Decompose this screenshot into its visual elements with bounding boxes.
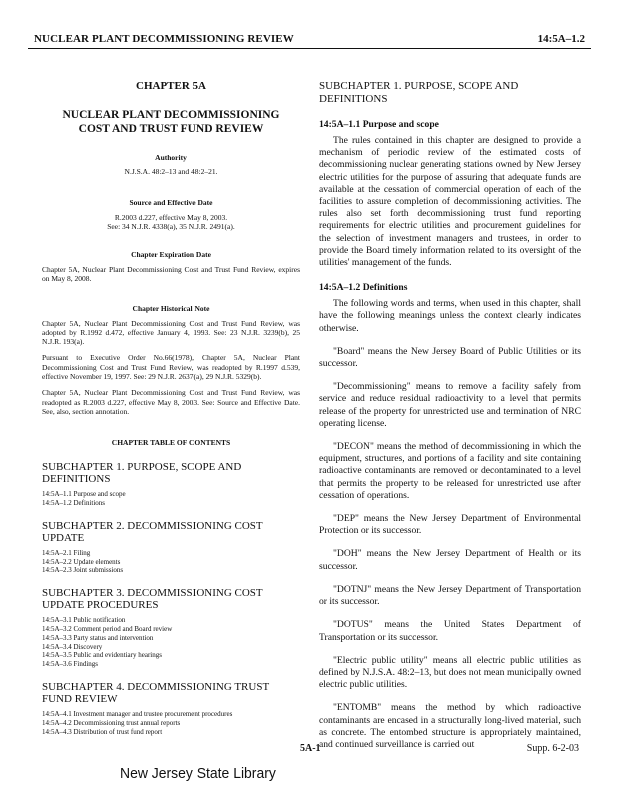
toc-entry[interactable]: 14:5A–1.2 Definitions xyxy=(42,499,105,508)
definition-electric-public-utility: "Electric public utility" means all electric public utilities as defined by N.J.S.A. 48:2–13, but does not mean municipally owned electric public utilities. xyxy=(319,654,581,691)
subchapter-heading: SUBCHAPTER 1. PURPOSE, SCOPE AND DEFINITIONS xyxy=(319,80,519,105)
source-heading: Source and Effective Date xyxy=(129,198,213,207)
definitions-intro: The following words and terms, when used in this chapter, shall have the following meanings unless the context clearly indicates otherwise. xyxy=(319,298,581,334)
toc-entry[interactable]: 14:5A–4.2 Decommissioning trust annual reports xyxy=(42,718,181,727)
toc-subchapter-title: SUBCHAPTER 4. DECOMMISSIONING TRUST FUND REVIEW xyxy=(42,681,269,706)
header-title: NUCLEAR PLANT DECOMMISSIONING REVIEW xyxy=(34,33,294,45)
chapter-title-line-2: COST AND TRUST FUND REVIEW xyxy=(78,123,264,135)
toc-entry[interactable]: 14:5A–2.2 Update elements xyxy=(42,557,121,566)
historical-note-1: Chapter 5A, Nuclear Plant Decommissioning Cost and Trust Fund Review, was adopted by R.1992 d.472, effective January 4, 1993. See: 23 N.J.R. 3239(b), 25 N.J.R. 193(a). xyxy=(42,318,300,347)
authority-text: N.J.S.A. 48:2–13 and 48:2–21. xyxy=(124,167,218,176)
historical-note-2: Pursuant to Executive Order No.66(1978), Chapter 5A, Nuclear Plant Decommissioning Cost and Trust Fund Review, was readopted by R.1997 d.539, effective November 19, 1997. See: 29 N.J.R. 2637(a), 29 N.J.R. 5329(b). xyxy=(42,353,300,382)
expiration-text: Chapter 5A, Nuclear Plant Decommissioning Cost and Trust Fund Review, expires on May 8, 2008. xyxy=(42,265,300,284)
toc-subchapter-3 xyxy=(42,587,300,669)
toc-entry[interactable]: 14:5A–4.1 Investment manager and trustee procurement procedures xyxy=(42,710,233,719)
historical-note-3: Chapter 5A, Nuclear Plant Decommissioning Cost and Trust Fund Review, was readopted as R.2003 d.227, effective May 8, 2003. See: Source and Effective Date. See, also, section annotation. xyxy=(42,388,300,416)
purpose-paragraph: The rules contained in this chapter are designed to provide a mechanism of periodic review of the estimated costs of decommissioning nuclear generating stations owned by New Jersey electric utilities for the purpose of assuring that adequate funds are available at the cessation of commercial operation of each of the facilities to assure completion of decommissioning activities. The rules also set forth decommissioning trust fund reporting requirements for electric utilities and procurement guidelines for the selection of investment managers and trustees, in order to provide the Board timely information related to its oversight of the utilities' management of the funds. xyxy=(319,135,581,269)
toc-entry[interactable]: 14:5A–4.3 Distribution of trust fund report xyxy=(42,727,163,736)
definition-decon: "DECON" means the method of decommissioning in which the equipment, structures, and portions of a facility and site containing radioactive contaminants are removed or decontaminated to a level that permits the property to be released for unrestricted use after cessation of operations. xyxy=(319,441,581,501)
toc-subchapter-2 xyxy=(42,520,300,575)
definition-decommissioning: "Decommissioning" means to remove a facility safely from service and reduce residual radioactivity to a level that permits release of the property for unrestricted use and termination of NRC operating license. xyxy=(319,381,581,429)
definition-entomb: "ENTOMB" means the method by which radioactive contaminants are encased in a structurally long-lived material, such as concrete. The entombed structure is appropriately maintained, and continued surveillance is carried out xyxy=(319,702,581,750)
toc-subchapter-title: SUBCHAPTER 3. DECOMMISSIONING COST UPDATE PROCEDURES xyxy=(42,587,263,612)
left-column xyxy=(42,80,300,736)
right-column xyxy=(319,80,581,751)
header-section: 14:5A–1.2 xyxy=(537,33,585,45)
toc-entry[interactable]: 14:5A–2.1 Filing xyxy=(42,548,91,557)
definition-doh: "DOH" means the New Jersey Department of Health or its successor. xyxy=(319,548,581,572)
toc-subchapter-4 xyxy=(42,681,300,736)
toc-entry[interactable]: 14:5A–3.4 Discovery xyxy=(42,642,103,651)
chapter-number: CHAPTER 5A xyxy=(136,80,206,92)
definition-dotnj: "DOTNJ" means the New Jersey Department of Transportation or its successor. xyxy=(319,583,581,608)
toc-entry[interactable]: 14:5A–3.3 Party status and intervention xyxy=(42,633,154,642)
definition-dep: "DEP" means the New Jersey Department of Environmental Protection or its successor. xyxy=(319,513,581,537)
toc-subchapter-title: SUBCHAPTER 2. DECOMMISSIONING COST UPDATE xyxy=(42,519,263,544)
toc-entry[interactable]: 14:5A–3.2 Comment period and Board review xyxy=(42,625,173,634)
toc-entry[interactable]: 14:5A–3.6 Findings xyxy=(42,660,99,669)
source-line-1: R.2003 d.227, effective May 8, 2003. xyxy=(114,213,228,222)
chapter-title xyxy=(42,108,300,136)
toc-heading: CHAPTER TABLE OF CONTENTS xyxy=(111,438,231,448)
supplement-date: Supp. 6-2-03 xyxy=(526,743,579,754)
library-stamp: New Jersey State Library xyxy=(120,765,276,782)
source-line-2: See: 34 N.J.R. 4338(a), 35 N.J.R. 2491(a). xyxy=(107,222,235,231)
running-header xyxy=(28,32,591,49)
toc-entry[interactable]: 14:5A–1.1 Purpose and scope xyxy=(42,490,126,499)
page-number: 5A-1 xyxy=(300,743,321,754)
toc-entry[interactable]: 14:5A–3.1 Public notification xyxy=(42,616,126,625)
chapter-title-line-1: NUCLEAR PLANT DECOMMISSIONING xyxy=(62,109,280,121)
toc-subchapter-1 xyxy=(42,461,300,508)
expiration-heading: Chapter Expiration Date xyxy=(131,250,211,259)
toc-subchapter-title: SUBCHAPTER 1. PURPOSE, SCOPE AND DEFINITIONS xyxy=(42,461,242,486)
toc-entry[interactable]: 14:5A–3.5 Public and evidentiary hearings xyxy=(42,651,162,660)
toc-entry[interactable]: 14:5A–2.3 Joint submissions xyxy=(42,566,124,575)
historical-heading: Chapter Historical Note xyxy=(132,303,210,313)
authority-heading: Authority xyxy=(155,153,187,162)
section-heading-1-1: 14:5A–1.1 Purpose and scope xyxy=(319,119,439,130)
definition-dotus: "DOTUS" means the United States Department of Transportation or its successor. xyxy=(319,619,581,643)
section-heading-1-2: 14:5A–1.2 Definitions xyxy=(319,282,408,294)
definition-board: "Board" means the New Jersey Board of Public Utilities or its successor. xyxy=(319,345,581,370)
